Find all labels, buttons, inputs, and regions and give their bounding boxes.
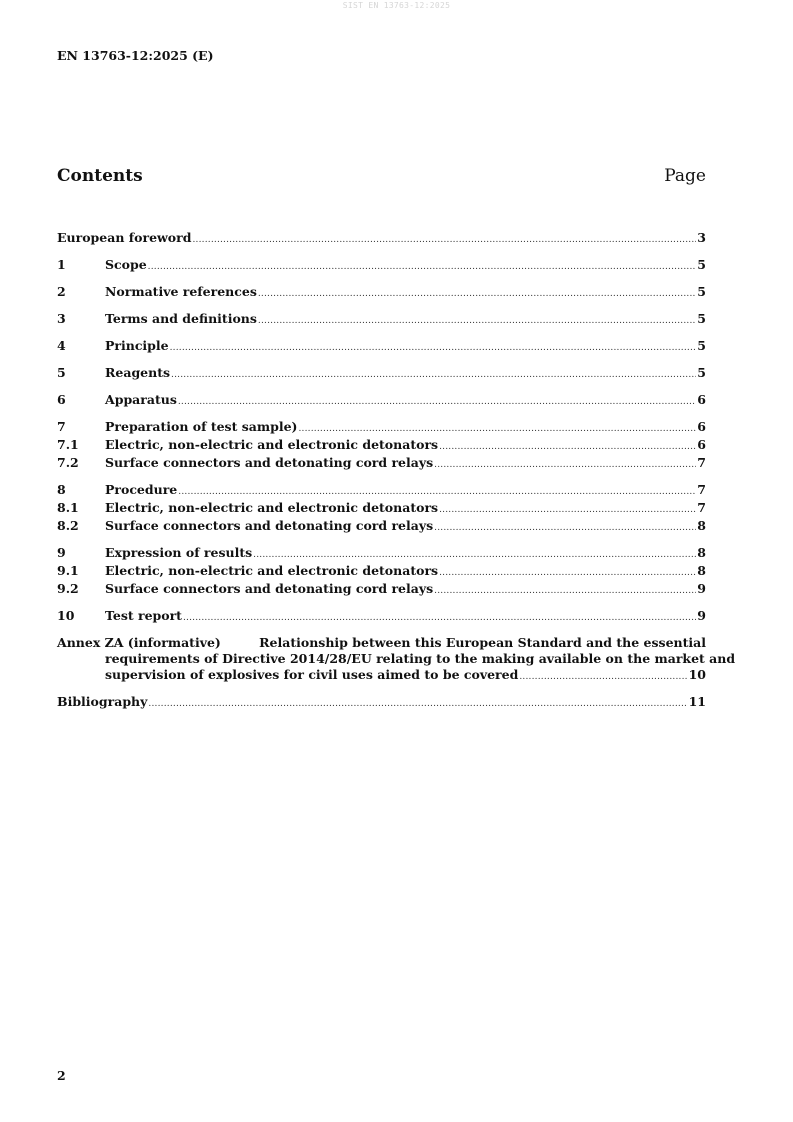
toc-entry-title: Electric, non-electric and electronic detonators — [105, 437, 439, 452]
toc-entry-number: 3 — [57, 311, 66, 326]
toc-entry[interactable] — [57, 581, 706, 599]
toc-entry-annex-za[interactable] — [57, 635, 736, 685]
toc-entry-page: 5 — [697, 338, 706, 353]
toc-entry-title: Test report — [105, 608, 182, 623]
toc-entry-title: Electric, non-electric and electronic detonators — [105, 563, 439, 578]
toc-entry-title: Reagents — [105, 365, 171, 380]
toc-entry-bibliography[interactable] — [57, 694, 706, 712]
toc-entry-title: Surface connectors and detonating cord relays — [105, 455, 434, 470]
toc-entry[interactable] — [57, 311, 706, 329]
contents-heading: Contents — [57, 166, 143, 186]
toc-entry-title: Principle — [105, 338, 169, 353]
bibliography-page: 11 — [688, 694, 706, 709]
dot-leader — [171, 367, 696, 383]
toc-entry-title: Procedure — [105, 482, 178, 497]
toc-entry-page: 6 — [697, 437, 706, 452]
toc-entry-number: 6 — [57, 392, 66, 407]
toc-entry[interactable] — [57, 563, 706, 581]
toc-entry-page: 5 — [697, 311, 706, 326]
page-number: 2 — [57, 1068, 66, 1083]
toc-entry[interactable] — [57, 338, 706, 356]
toc-entry[interactable] — [57, 608, 706, 626]
dot-leader — [434, 520, 696, 536]
toc-entry-number: 7.1 — [57, 437, 79, 452]
toc-entry-page: 6 — [697, 392, 706, 407]
dot-leader — [178, 484, 696, 500]
toc-entry-title: Surface connectors and detonating cord relays — [105, 518, 434, 533]
toc-entry[interactable] — [57, 230, 706, 248]
toc-entry-page: 9 — [697, 608, 706, 623]
toc-entry-number: 9.2 — [57, 581, 79, 596]
toc-entry-number: 8.2 — [57, 518, 79, 533]
dot-leader — [439, 565, 696, 581]
toc-entry-page: 5 — [697, 365, 706, 380]
toc-entry-page: 7 — [697, 500, 706, 515]
dot-leader — [192, 232, 696, 248]
toc-entry-page: 9 — [697, 581, 706, 596]
dot-leader — [148, 696, 687, 712]
toc-entry-title: Apparatus — [105, 392, 177, 407]
toc-entry-number: 5 — [57, 365, 66, 380]
toc-entry-page: 7 — [697, 455, 706, 470]
dot-leader — [439, 502, 696, 518]
toc-entry-page: 6 — [697, 419, 706, 434]
toc-entry-page: 8 — [697, 563, 706, 578]
toc-entry-number: 8.1 — [57, 500, 79, 515]
toc-entry[interactable] — [57, 257, 706, 275]
toc-entry[interactable] — [57, 545, 706, 563]
toc-entry-title: Electric, non-electric and electronic detonators — [105, 500, 439, 515]
toc-entry-page: 7 — [697, 482, 706, 497]
toc-entry[interactable] — [57, 518, 706, 536]
toc-entry-title: Preparation of test sample) — [105, 419, 298, 434]
toc-entry-number: 7.2 — [57, 455, 79, 470]
toc-entry-page: 3 — [697, 230, 706, 245]
dot-leader — [258, 313, 696, 329]
toc-entry-page: 8 — [697, 518, 706, 533]
annex-label: Annex ZA (informative) — [57, 635, 221, 650]
dot-leader — [258, 286, 696, 302]
toc-entry-title: Surface connectors and detonating cord relays — [105, 581, 434, 596]
toc-entry-page: 5 — [697, 257, 706, 272]
toc-entry-page: 5 — [697, 284, 706, 299]
toc-entry-number: 9.1 — [57, 563, 79, 578]
toc-entry[interactable] — [57, 365, 706, 383]
toc-entry[interactable] — [57, 437, 706, 455]
watermark: SIST EN 13763-12:2025 — [342, 1, 451, 10]
page-column-label: Page — [664, 166, 706, 186]
dot-leader — [148, 259, 697, 275]
dot-leader — [178, 394, 696, 410]
toc-entry-title: Expression of results — [105, 545, 253, 560]
annex-page: 10 — [688, 667, 706, 682]
toc-entry-title: Scope — [105, 257, 147, 272]
table-of-contents — [57, 230, 736, 712]
toc-entry[interactable] — [57, 284, 706, 302]
toc-entry[interactable] — [57, 392, 706, 410]
dot-leader — [253, 547, 696, 563]
toc-entry[interactable] — [57, 419, 706, 437]
document-id: EN 13763-12:2025 (E) — [57, 48, 214, 63]
dot-leader — [439, 439, 696, 455]
toc-entry-title: Terms and definitions — [105, 311, 257, 326]
annex-title-line-1: Relationship between this European Standard and the essential — [259, 635, 706, 650]
annex-title-line-2: requirements of Directive 2014/28/EU relating to the making available on the market and — [105, 651, 736, 666]
toc-entry-number: 7 — [57, 419, 66, 434]
toc-entry-number: 10 — [57, 608, 75, 623]
toc-entry[interactable] — [57, 500, 706, 518]
toc-entry-page: 8 — [697, 545, 706, 560]
toc-entry[interactable] — [57, 482, 706, 500]
dot-leader — [183, 610, 696, 626]
bibliography-title: Bibliography — [57, 694, 148, 709]
toc-entry-title: Normative references — [105, 284, 257, 299]
annex-title-line-3: supervision of explosives for civil uses aimed to be covered — [105, 667, 519, 682]
dot-leader — [170, 340, 697, 356]
toc-entry-number: 2 — [57, 284, 66, 299]
toc-entry-number: 4 — [57, 338, 66, 353]
dot-leader — [434, 457, 696, 473]
toc-entry-number: 8 — [57, 482, 66, 497]
toc-entry[interactable] — [57, 455, 706, 473]
dot-leader — [434, 583, 696, 599]
dot-leader — [519, 669, 687, 685]
toc-entry-title: European foreword — [57, 230, 192, 245]
dot-leader — [298, 421, 696, 437]
toc-entry-number: 1 — [57, 257, 66, 272]
toc-entry-number: 9 — [57, 545, 66, 560]
